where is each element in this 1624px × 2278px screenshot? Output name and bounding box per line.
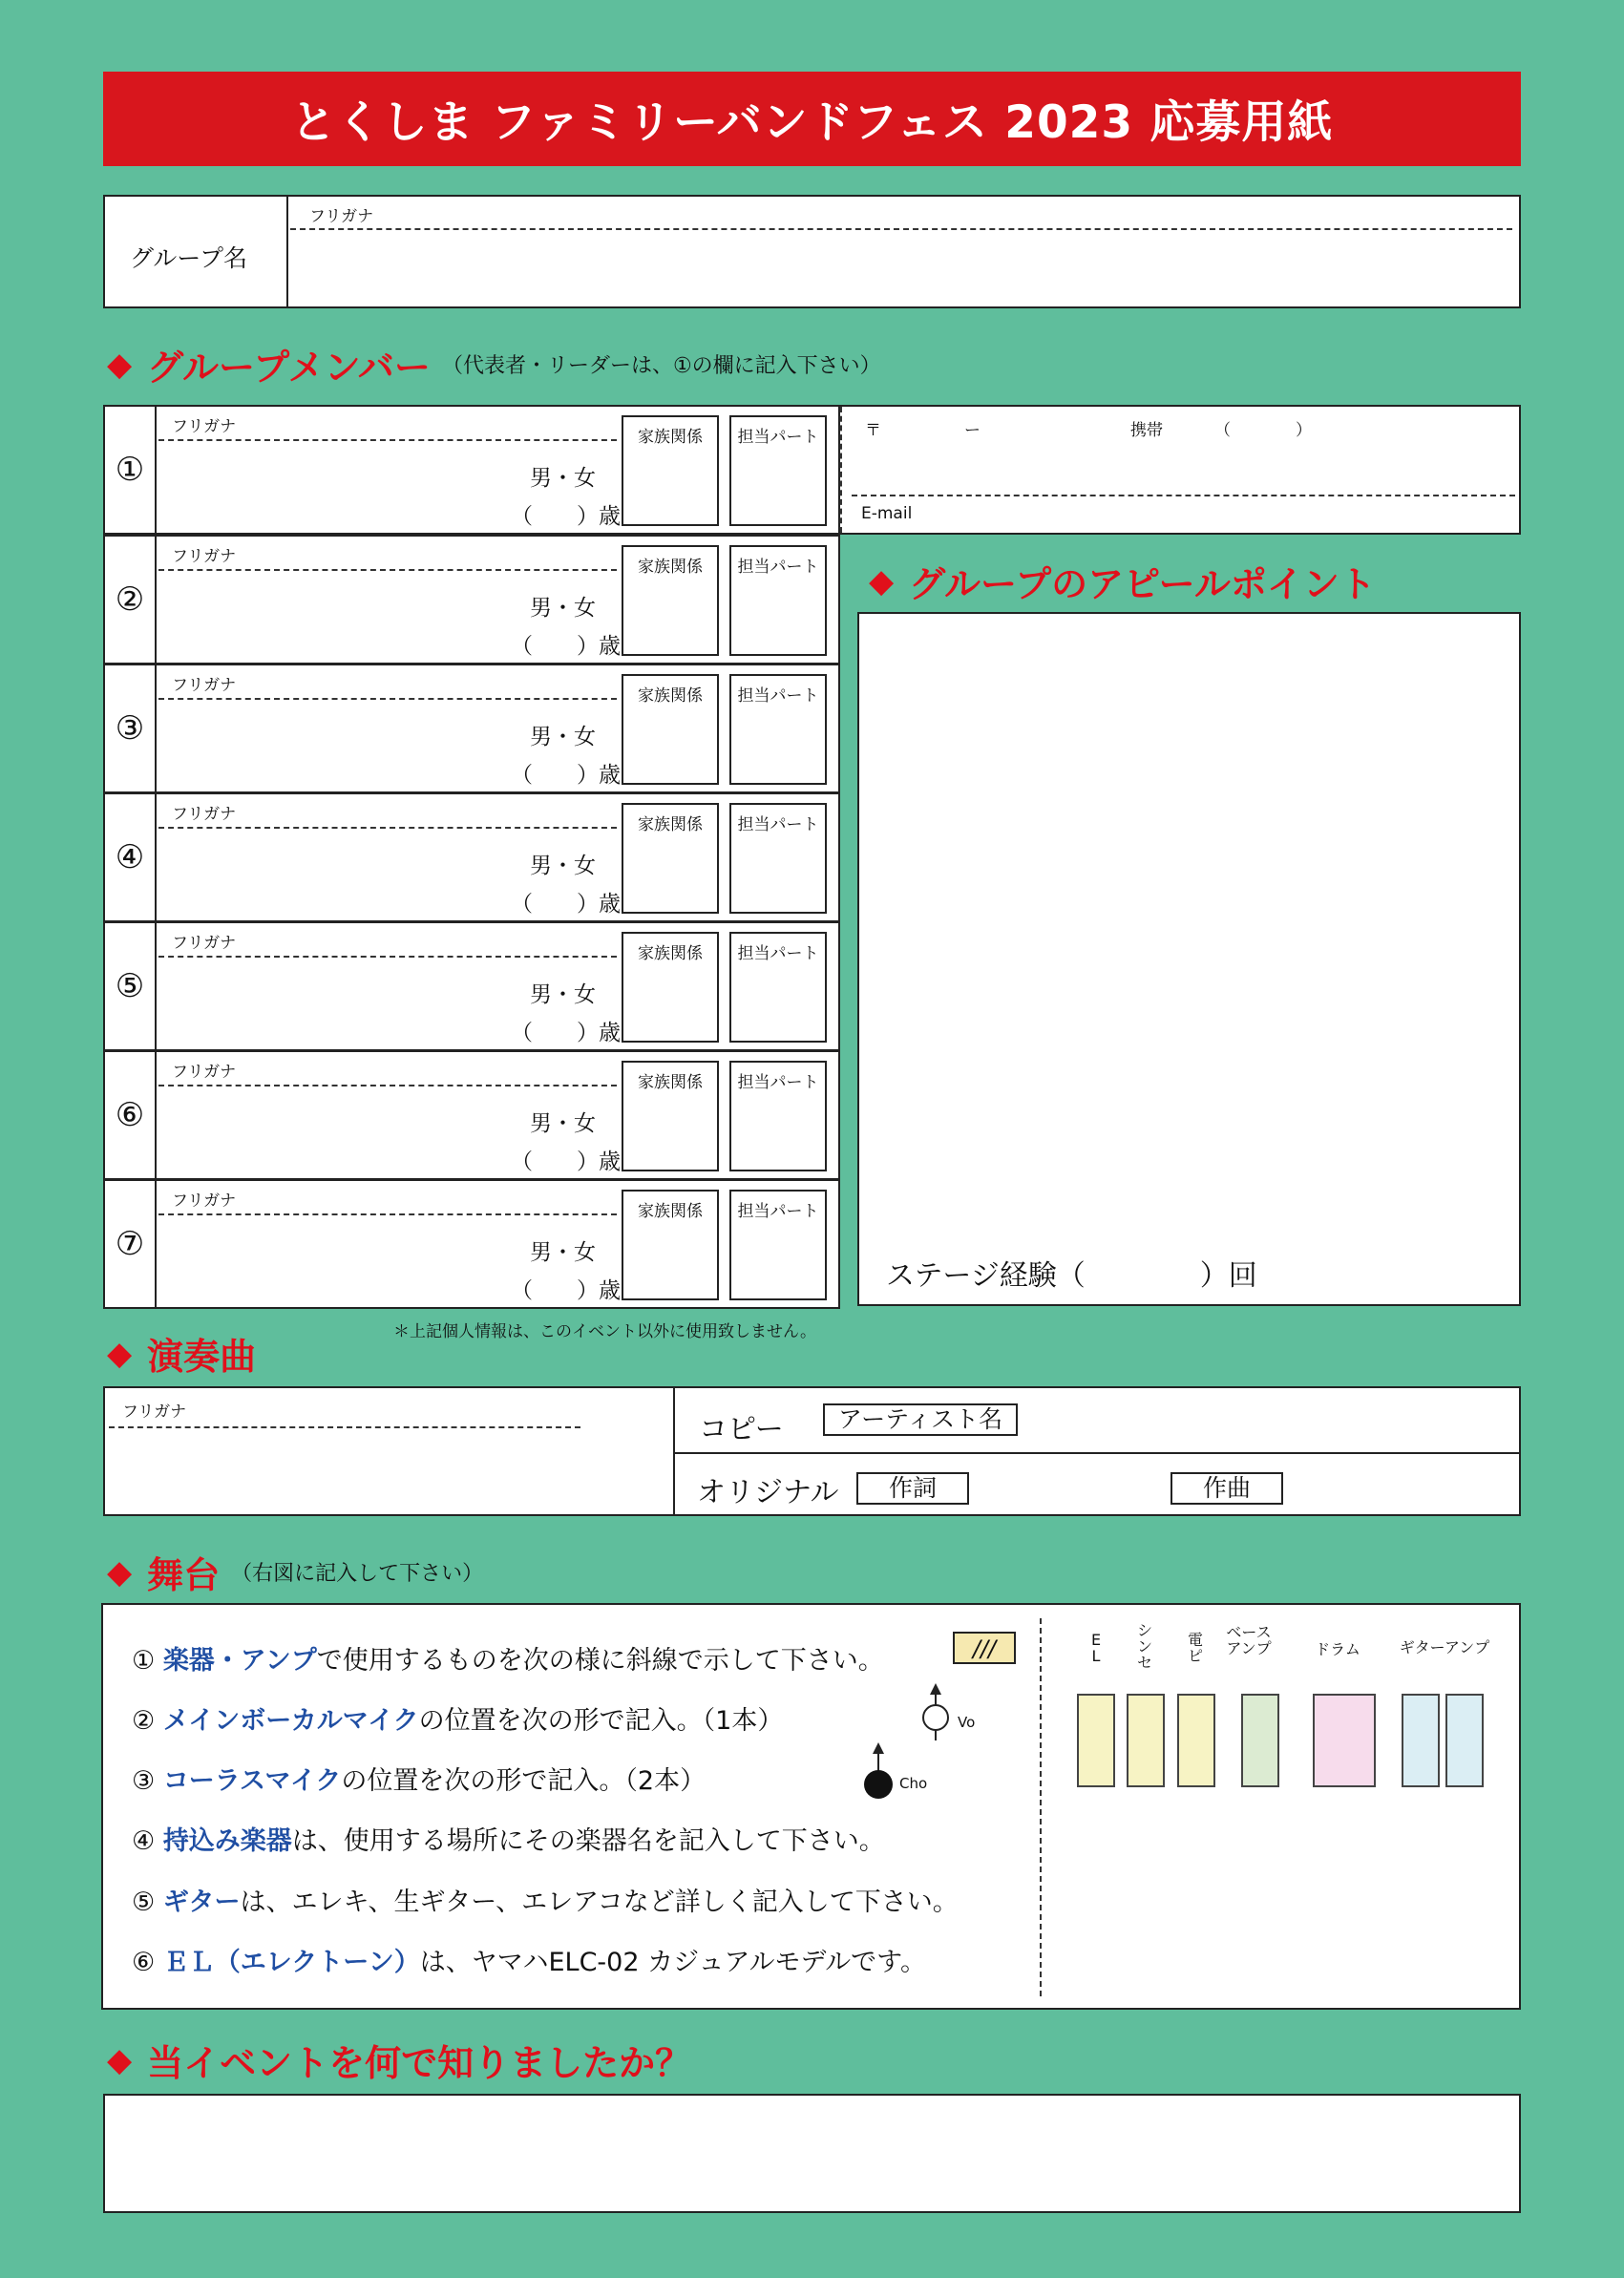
stage-instruction [132,1699,783,1737]
inst-label-el: E L [1090,1631,1102,1665]
member-sex[interactable]: 男・女 [530,854,596,878]
instruction-keyword: メインボーカルマイク [162,1706,419,1736]
stage-experience: ステージ経験（ ）回 [886,1259,1257,1293]
howknow-box[interactable] [103,2094,1521,2213]
stage-instruction [132,1760,706,1797]
instruction-num: ⑥ [132,1948,156,1977]
group-furigana-label: フリガナ [309,207,374,226]
instruction-keyword: 楽器・アンプ [162,1646,317,1676]
instruction-num: ④ [132,1826,156,1856]
inst-label-guitar-amp: ギターアンプ [1399,1638,1490,1656]
member-sex[interactable]: 男・女 [530,982,596,1007]
postal-label: 〒 [865,421,881,440]
member-family-box[interactable]: 家族関係 [622,803,719,914]
members-heading: ◆ グループメンバー （代表者・リーダーは、①の欄に記入下さい） [107,345,881,389]
member-age[interactable]: （ ）歳 [511,1021,621,1045]
chorus-label: Cho [899,1775,928,1792]
inst-epiano[interactable] [1177,1694,1215,1787]
member-row [103,921,840,1051]
instruction-text: は、ヤマハELC-02 カジュアルモデルです。 [419,1948,926,1977]
member-age[interactable]: （ ）歳 [511,1278,621,1303]
inst-bass-amp[interactable] [1241,1694,1279,1787]
song-heading: ◆ 演奏曲 [107,1334,257,1378]
instruction-text: は、エレキ、生ギター、エレアコなど詳しく記入して下さい。 [240,1888,959,1917]
member-row [103,1179,840,1309]
member-family-box[interactable]: 家族関係 [622,1061,719,1171]
members-note: （代表者・リーダーは、①の欄に記入下さい） [441,354,881,378]
instruction-text: の位置を次の形で記入。（2本） [341,1766,707,1796]
member-row [103,1050,840,1180]
mobile-label: 携帯 [1130,421,1163,440]
song-furigana: フリガナ [122,1403,187,1422]
stage-box [101,1603,1521,2010]
howknow-heading: ◆ 当イベントを何で知りましたか？ [107,2040,692,2084]
member-age[interactable]: （ ）歳 [511,892,621,917]
form-title: とくしま ファミリーバンドフェス 2023 応募用紙 [103,72,1521,166]
member-row [103,405,840,535]
member-part-box[interactable]: 担当パート [729,674,827,785]
original-label: オリジナル [697,1476,839,1509]
vocal-mic-icon [917,1683,955,1744]
member-sex[interactable]: 男・女 [530,725,596,749]
member-family-box[interactable]: 家族関係 [622,545,719,656]
member-sex[interactable]: 男・女 [530,1111,596,1136]
member-part-box[interactable]: 担当パート [729,1061,827,1171]
member-furigana-label: フリガナ [172,934,237,953]
member-age[interactable]: （ ）歳 [511,1150,621,1174]
artist-name-box[interactable]: アーティスト名 [823,1403,1018,1436]
lyrics-box[interactable]: 作詞 [856,1472,969,1505]
vocal-label: Vo [958,1714,976,1731]
stage-heading: ◆ 舞台 （右図に記入して下さい） [107,1552,484,1596]
inst-guitar-amp-1[interactable] [1402,1694,1440,1787]
chorus-mic-icon [859,1742,897,1803]
member-furigana-label: フリガナ [172,805,237,824]
stage-instruction [132,1639,884,1677]
member-part-box[interactable]: 担当パート [729,803,827,914]
member-number: ⑦ [105,1181,157,1307]
inst-label-synth: シ ン セ [1136,1621,1152,1672]
inst-label-epiano: 電 ピ [1187,1631,1203,1665]
member-row [103,535,840,664]
member-furigana-label: フリガナ [172,547,237,566]
email-label: E-mail [861,504,913,523]
member-family-box[interactable]: 家族関係 [622,932,719,1043]
instruction-text: の位置を次の形で記入。（1本） [418,1706,784,1736]
member-furigana-label: フリガナ [172,676,237,695]
member-furigana-label: フリガナ [172,1063,237,1082]
member-family-box[interactable]: 家族関係 [622,1190,719,1300]
appeal-heading: ◆ グループのアピールポイント [869,561,1376,605]
member-number: ④ [105,794,157,920]
member-age[interactable]: （ ）歳 [511,763,621,788]
inst-label-bass-amp: ベース アンプ [1226,1623,1272,1657]
inst-synth[interactable] [1127,1694,1165,1787]
instruction-keyword: ＥＬ（エレクトーン） [162,1948,420,1977]
copy-label: コピー [699,1413,784,1446]
member-part-box[interactable]: 担当パート [729,545,827,656]
instruction-keyword: 持込み楽器 [162,1826,292,1856]
member-number: ⑤ [105,923,157,1049]
group-name-label: グループ名 [130,244,248,272]
instruction-keyword: ギター [162,1888,241,1917]
stage-instruction [132,1941,926,1978]
member-row [103,664,840,793]
inst-guitar-amp-2[interactable] [1445,1694,1484,1787]
stage-instruction [132,1881,959,1918]
stage-instruction [132,1820,885,1857]
instruction-num: ① [132,1646,156,1676]
instruction-num: ⑤ [132,1888,156,1917]
inst-drums[interactable] [1313,1694,1376,1787]
member-row [103,792,840,922]
member-furigana-label: フリガナ [172,417,237,436]
member-family-box[interactable]: 家族関係 [622,415,719,526]
instruction-num: ② [132,1706,156,1736]
inst-label-drums: ドラム [1315,1640,1360,1658]
member-age[interactable]: （ ）歳 [511,504,621,529]
member-number: ① [105,407,157,533]
appeal-box[interactable] [857,612,1521,1306]
member-sex[interactable]: 男・女 [530,1240,596,1265]
composition-box[interactable]: 作曲 [1171,1472,1283,1505]
member-part-box[interactable]: 担当パート [729,932,827,1043]
instruction-keyword: コーラスマイク [162,1766,342,1796]
member-sex[interactable]: 男・女 [530,466,596,491]
group-name-box [103,195,1521,308]
privacy-note: ＊上記個人情報は、このイベント以外に使用致しません。 [393,1322,817,1341]
member-furigana-label: フリガナ [172,1192,237,1211]
member-age[interactable]: （ ）歳 [511,634,621,659]
stage-diagram[interactable] [1048,1613,1516,2002]
member-sex[interactable]: 男・女 [530,596,596,621]
inst-el[interactable] [1077,1694,1115,1787]
hatch-sample: /// [953,1632,1016,1664]
member-family-box[interactable]: 家族関係 [622,674,719,785]
member-part-box[interactable]: 担当パート [729,415,827,526]
group-name-input[interactable] [296,235,1508,304]
song-box [103,1386,1521,1516]
member-number: ⑥ [105,1052,157,1178]
instruction-text: は、使用する場所にその楽器名を記入して下さい。 [291,1826,885,1856]
postal-dash: ー [964,421,981,440]
member-number: ② [105,537,157,663]
instruction-num: ③ [132,1766,156,1796]
contact-box [838,405,1521,535]
stage-note: （右図に記入して下さい） [231,1562,484,1586]
member-number: ③ [105,665,157,791]
mobile-paren: （ ） [1214,421,1312,440]
instruction-text: で使用するものを次の様に斜線で示して下さい。 [316,1646,884,1676]
member-part-box[interactable]: 担当パート [729,1190,827,1300]
